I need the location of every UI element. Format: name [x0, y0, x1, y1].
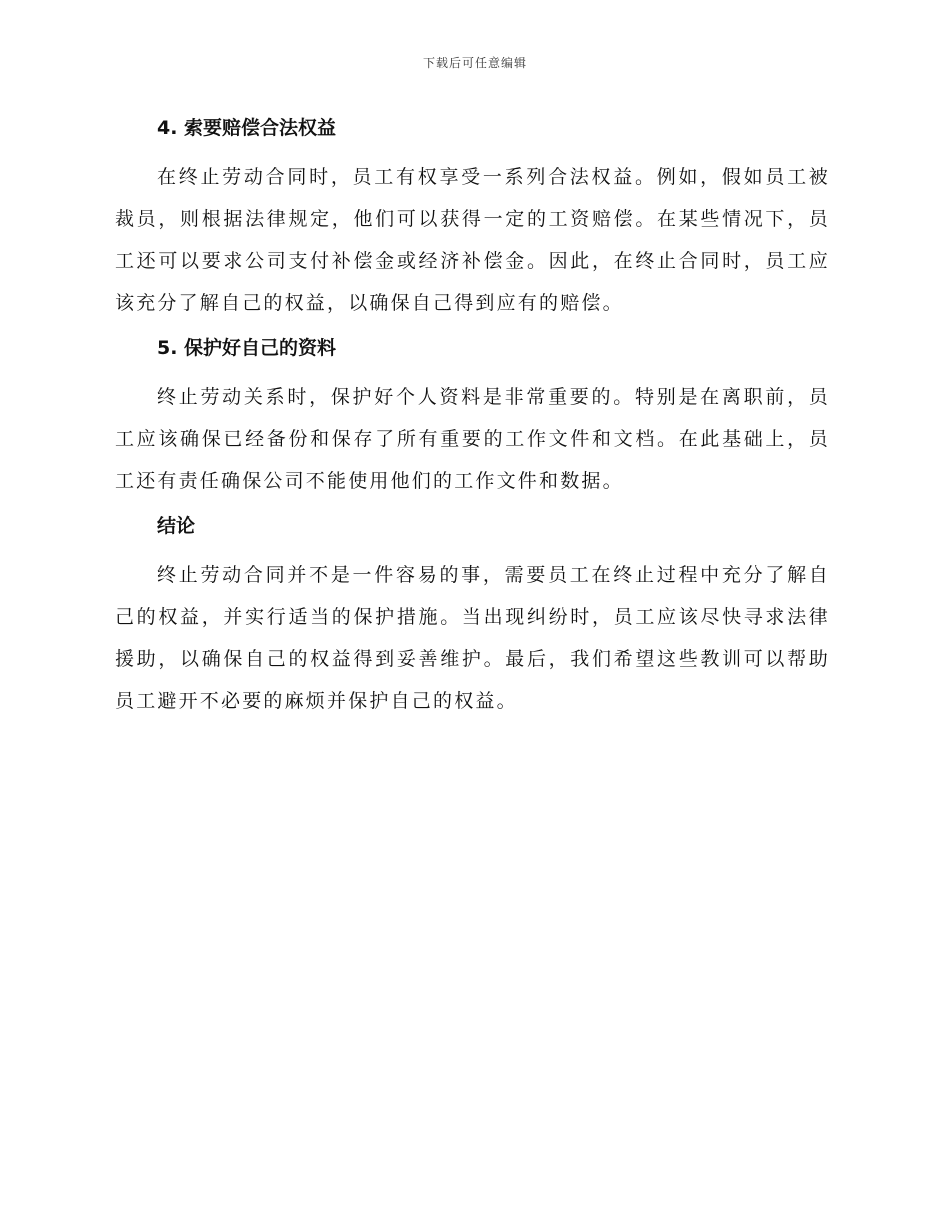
- section-claim-compensation: [115, 112, 830, 324]
- section-heading: 4. 索要赔偿合法权益: [157, 117, 337, 139]
- section-paragraph: 终止劳动关系时，保护好个人资料是非常重要的。特别是在离职前，员工应该确保已经备份和保存了所有重要的工作文件和文档。在此基础上，员工还有责任确保公司不能使用他们的工作文件和数据。: [115, 386, 830, 492]
- section-heading: 结论: [157, 515, 196, 537]
- section-conclusion: [115, 510, 830, 722]
- document-body: [115, 112, 830, 730]
- section-heading: 5. 保护好自己的资料: [157, 337, 337, 359]
- page-header: 下载后可任意编辑: [422, 56, 527, 70]
- section-protect-data: [115, 332, 830, 502]
- section-paragraph: 在终止劳动合同时，员工有权享受一系列合法权益。例如，假如员工被裁员，则根据法律规定，他们可以获得一定的工资赔偿。在某些情况下，员工还可以要求公司支付补偿金或经济补偿金。因此，在终止合同时，员工应该充分了解自己的权益，以确保自己得到应有的赔偿。: [115, 166, 830, 314]
- section-paragraph: 终止劳动合同并不是一件容易的事，需要员工在终止过程中充分了解自己的权益，并实行适当的保护措施。当出现纠纷时，员工应该尽快寻求法律援助，以确保自己的权益得到妥善维护。最后，我们希望这些教训可以帮助员工避开不必要的麻烦并保护自己的权益。: [115, 564, 830, 712]
